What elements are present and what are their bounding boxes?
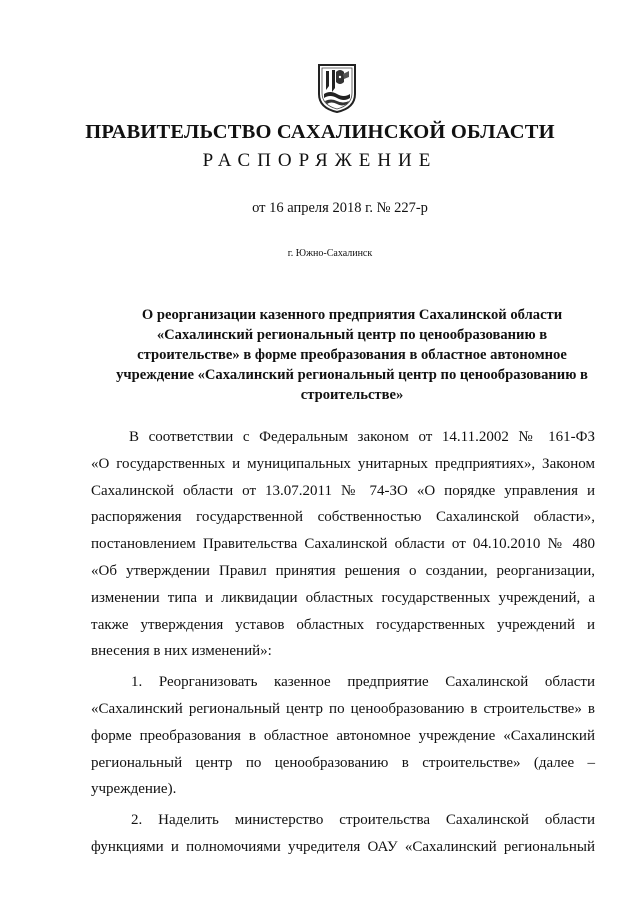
- subject-line: «Сахалинский региональный центр по ценообразованию в: [156, 327, 548, 343]
- body-line: Сахалинской области от 13.07.2011 № 74-ЗО «О порядке управления и: [91, 482, 595, 499]
- preamble-paragraph: [91, 424, 595, 665]
- government-title: ПРАВИТЕЛЬСТВО САХАЛИНСКОЙ ОБЛАСТИ: [85, 121, 555, 143]
- body-line: также утверждения уставов областных государственных учреждений и: [91, 616, 595, 633]
- body-line: «О государственных и муниципальных унитарных предприятиях», Законом: [91, 455, 595, 472]
- subject-line: строительстве»: [300, 387, 404, 403]
- body-line: В соответствии с Федеральным законом от 14.11.2002 № 161-ФЗ: [129, 429, 595, 445]
- body-line: 2. Наделить министерство строительства Сахалинской области: [131, 812, 595, 829]
- body-line: постановлением Правительства Сахалинской области от 04.10.2010 № 480: [91, 536, 595, 553]
- body-line: изменении типа и ликвидации областных государственных учреждений, а: [91, 589, 595, 606]
- body-line: «Об утверждении Правил принятия решения о создании, реорганизации,: [91, 562, 595, 579]
- item-2-paragraph: [91, 807, 595, 861]
- body-line: региональный центр по ценообразованию в строительстве» (далее –: [91, 754, 595, 771]
- body-line: 1. Реорганизовать казенное предприятие Сахалинской области: [131, 674, 595, 691]
- body-line: функциями и полномочиями учредителя ОАУ «Сахалинский региональный: [91, 838, 595, 855]
- body-line: распоряжения государственной собственностью Сахалинской области»,: [91, 509, 595, 526]
- document-body: [91, 424, 595, 861]
- document-subject: [112, 305, 592, 405]
- body-line: внесения в них изменений»:: [91, 643, 272, 660]
- body-line: форме преобразования в областное автономное учреждение «Сахалинский: [91, 727, 595, 744]
- document-city: г. Южно-Сахалинск: [287, 248, 373, 259]
- subject-line: учреждение «Сахалинский региональный центр по ценообразованию в: [116, 367, 588, 383]
- item-1-paragraph: [91, 669, 595, 803]
- document-date-number: от 16 апреля 2018 г. № 227-р: [252, 200, 428, 216]
- document-type: РАСПОРЯЖЕНИЕ: [202, 150, 438, 171]
- sakhalin-coat-of-arms-icon: [316, 62, 358, 114]
- subject-line: строительстве» в форме преобразования в областное автономное: [137, 347, 567, 363]
- body-line: «Сахалинский региональный центр по ценообразованию в строительстве» в: [91, 700, 595, 717]
- subject-line: О реорганизации казенного предприятия Сахалинской области: [141, 307, 563, 323]
- body-line: учреждение).: [91, 781, 177, 798]
